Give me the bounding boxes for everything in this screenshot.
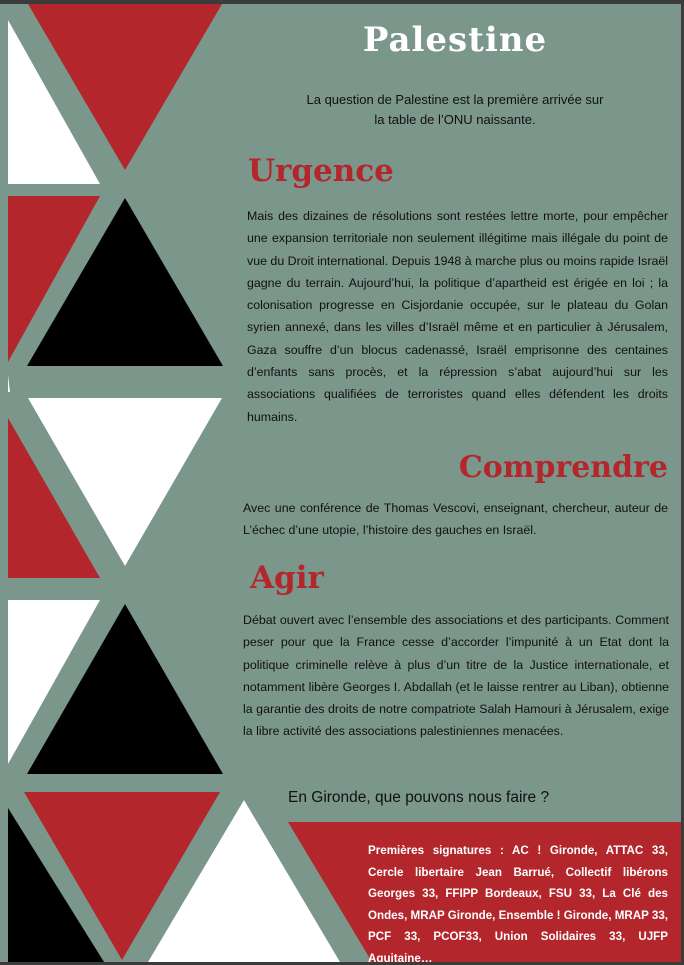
intro-text: La question de Palestine est la première arrivée sur la table de l’ONU naissante. (306, 92, 604, 127)
paragraph-urgence: Mais des dizaines de résolutions sont restées lettre morte, pour empêcher une expansion territoriale non seulement illégitime mais illégale du point de vue du Droit international. Depuis 1948 à marche plus ou moins rapide Israël gagne du terrain. Aujourd’hui, la politique d’apartheid est érigée en loi ; la colonisation progresse en Cisjordanie occupée, sur le plateau du Golan syrien annexé, dans les villes d’Israël même et en particulier à Jérusalem, Gaza souffre d’un blocus cadenassé, Israël emprisonne des centaines d’enfants sans procès, et la répression s’abat aujourd’hui sur les associations qualifiées de terroristes quand elles défendent les droits humains. (247, 209, 668, 424)
paragraph-agir: Débat ouvert avec l’ensemble des associations et des participants. Comment peser pour que la France cesse d’accorder l’impunité à un Etat dont la politique criminelle relève à plus d’un titre de la Justice internationale, et notamment libère Georges I. Abdallah (et le laisse rentrer au Liban), obtienne la garantie des droits de notre compatriote Salah Hamouri à Jérusalem, exige la libre activité des associations palestiniennes menacées. (243, 613, 669, 739)
page-title: Palestine (362, 20, 548, 60)
white-triangle (8, 375, 10, 392)
signatures-text: Premières signatures : AC ! Gironde, ATTAC 33, Cercle libertaire Jean Barrué, Collectif libérons Georges 33, FFIPP Bordeaux, FSU 33, La Clé des Ondes, MRAP Gironde, Ensemble ! Gironde, MRAP 33, PCF 33, PCOF33, Union Solidaires 33, UJFP Aquitaine… (368, 844, 668, 965)
heading-comprendre: Comprendre (458, 450, 668, 485)
paragraph-comprendre: Avec une conférence de Thomas Vescovi, enseignant, chercheur, auteur de L’échec d’une utopie, l’histoire des gauches en Israël. (243, 501, 668, 538)
heading-urgence: Urgence (248, 153, 394, 189)
gironde-question: En Gironde, que pouvons nous faire ? (288, 789, 550, 806)
heading-agir: Agir (250, 560, 324, 596)
left-margin (0, 0, 8, 965)
